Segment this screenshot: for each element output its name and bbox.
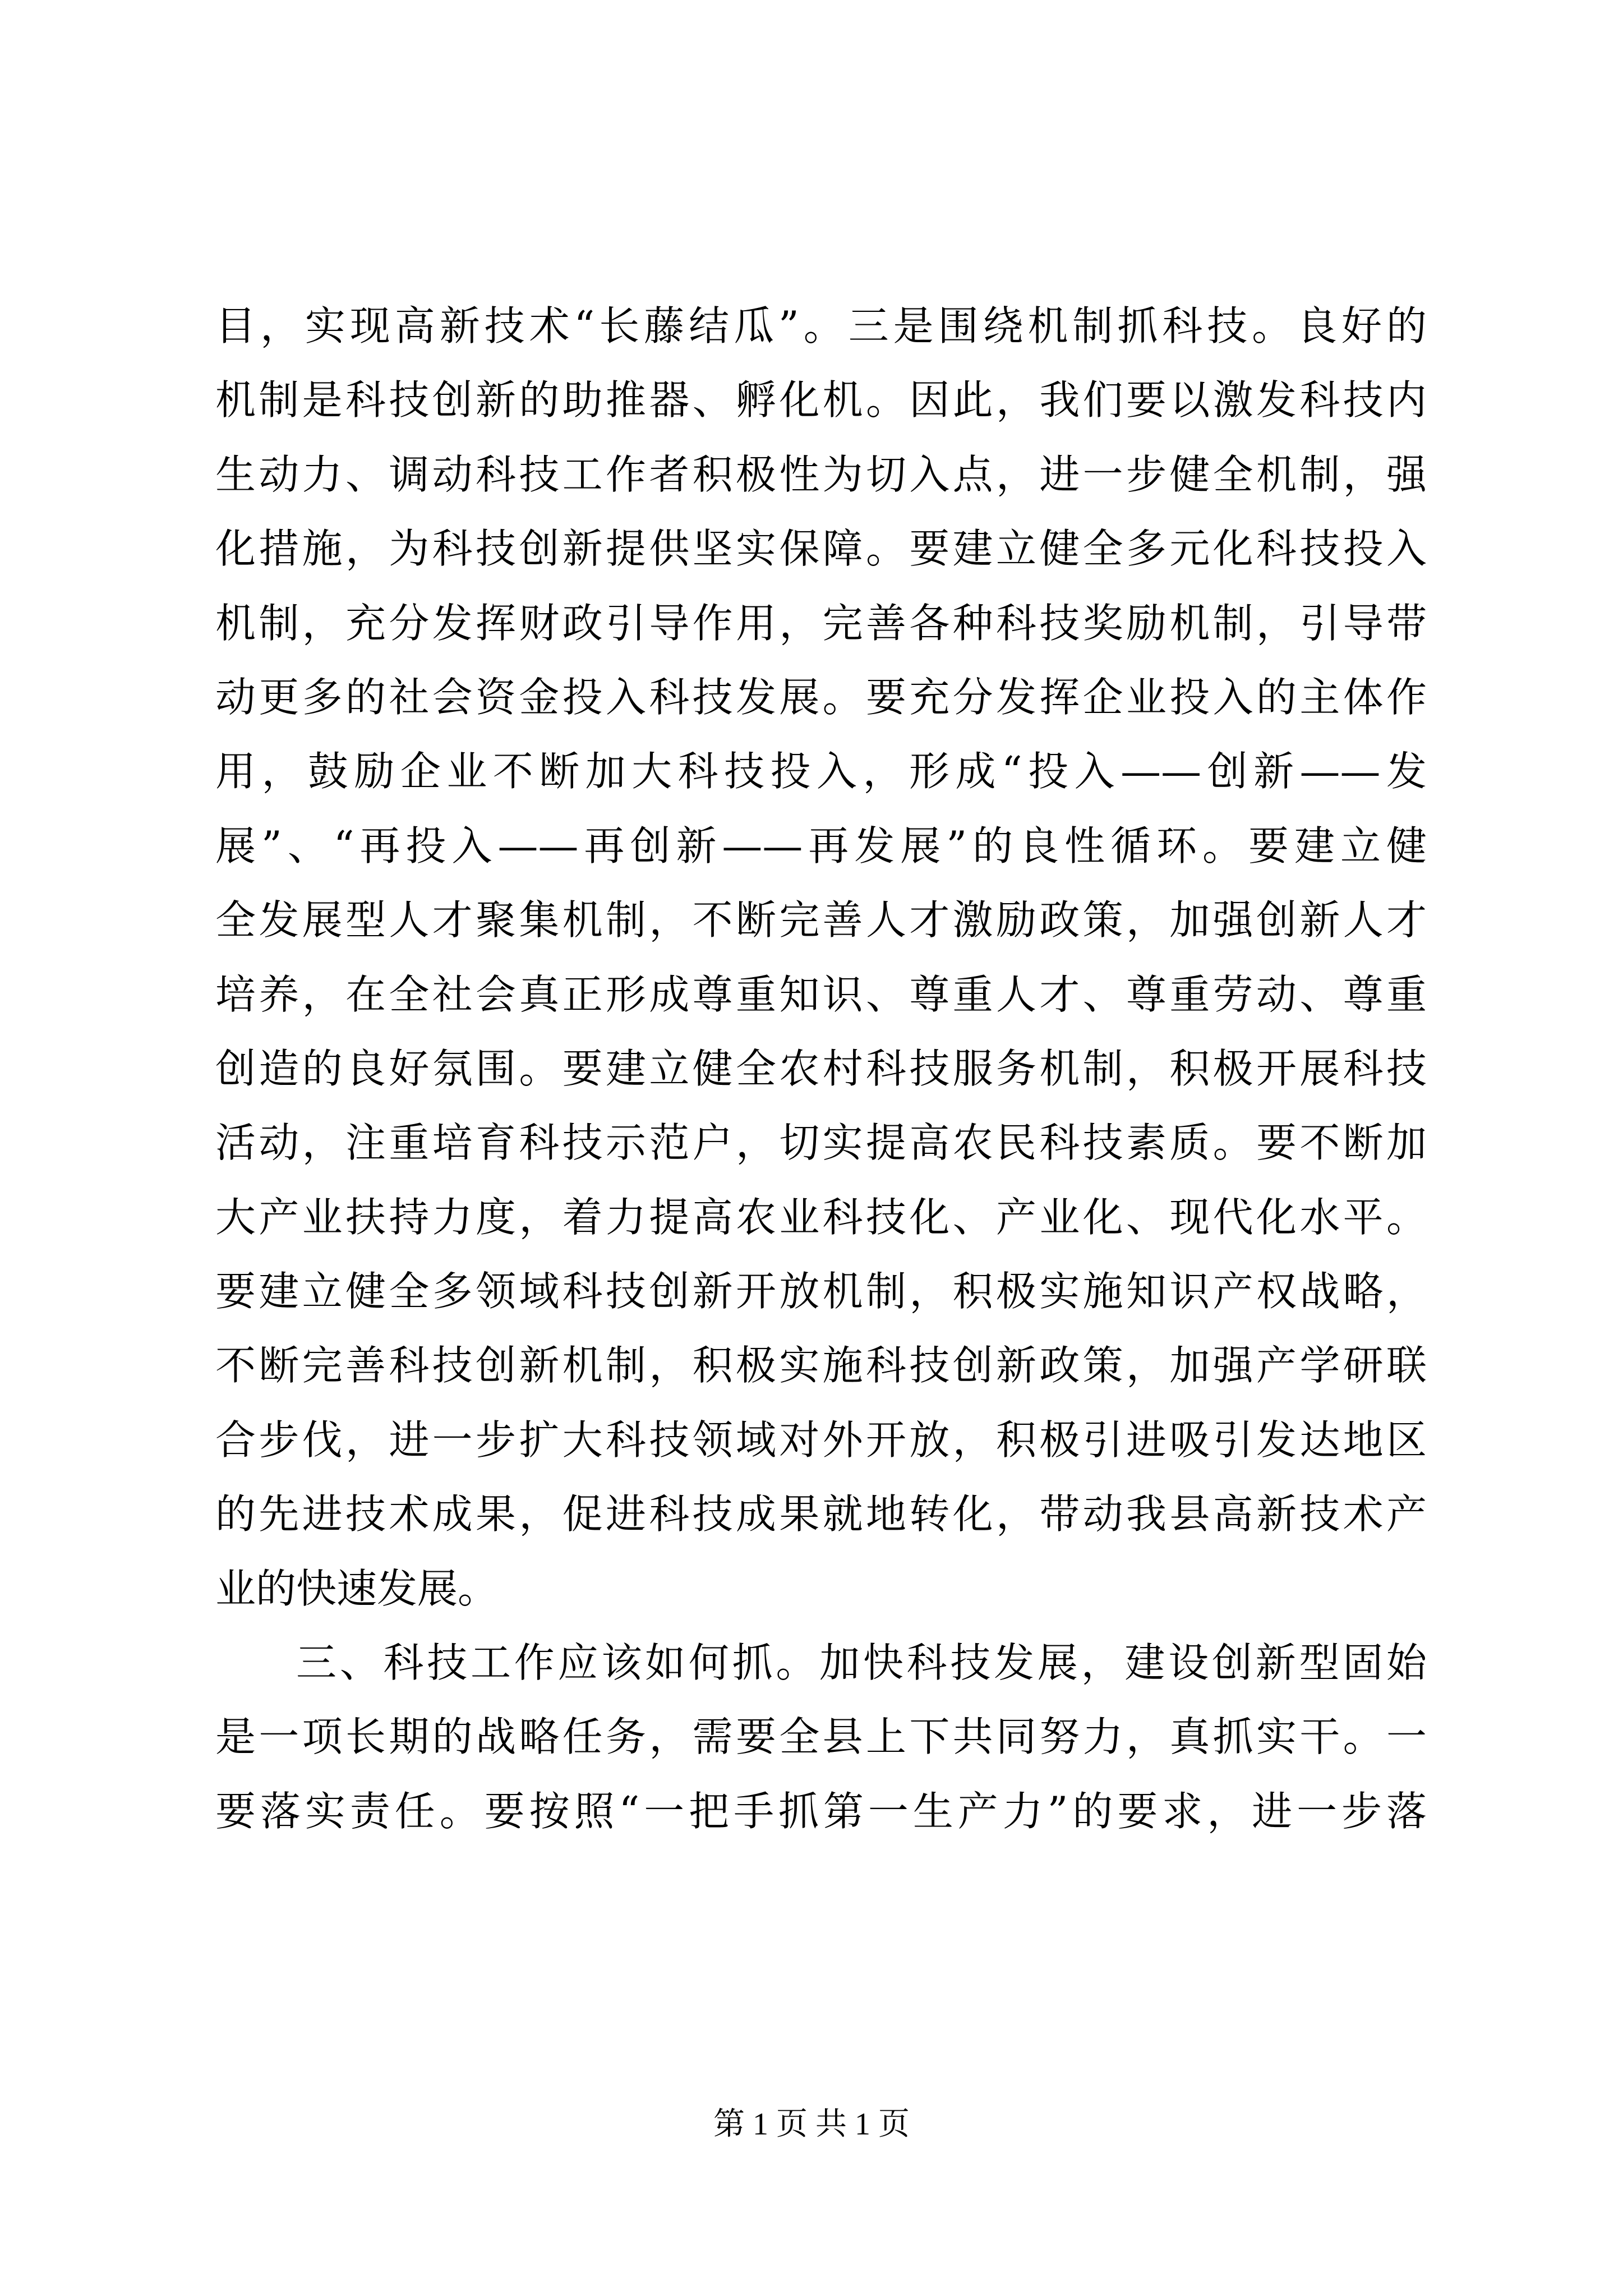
text-line: 是一项长期的战略任务，需要全县上下共同努力，真抓实干。一 xyxy=(215,1713,1427,1761)
text-line: 动更多的社会资金投入科技发展。要充分发挥企业投入的主体作 xyxy=(215,673,1427,721)
text-line: 业的快速发展。 xyxy=(215,1565,499,1612)
text-line: 创造的良好氛围。要建立健全农村科技服务机制，积极开展科技 xyxy=(215,1045,1427,1092)
text-line: 不断完善科技创新机制，积极实施科技创新政策，加强产学研联 xyxy=(215,1342,1427,1389)
text-line: 的先进技术成果，促进科技成果就地转化，带动我县高新技术产 xyxy=(215,1490,1427,1538)
text-line: 化措施，为科技创新提供坚实保障。要建立健全多元化科技投入 xyxy=(215,525,1427,573)
text-line: 要落实责任。要按照“一把手抓第一生产力”的要求，进一步落 xyxy=(215,1787,1427,1835)
text-line: 大产业扶持力度，着力提高农业科技化、产业化、现代化水平。 xyxy=(215,1193,1427,1241)
text-line: 活动，注重培育科技示范户，切实提高农民科技素质。要不断加 xyxy=(215,1119,1427,1167)
text-line: 合步伐，进一步扩大科技领域对外开放，积极引进吸引发达地区 xyxy=(215,1416,1427,1464)
text-line: 机制，充分发挥财政引导作用，完善各种科技奖励机制，引导带 xyxy=(215,599,1427,647)
text-line: 用，鼓励企业不断加大科技投入，形成“投入——创新——发 xyxy=(215,748,1427,795)
text-line: 生动力、调动科技工作者积极性为切入点，进一步健全机制，强 xyxy=(215,450,1427,498)
body-text xyxy=(215,289,1427,1848)
text-line: 培养，在全社会真正形成尊重知识、尊重人才、尊重劳动、尊重 xyxy=(215,970,1427,1018)
text-line: 要建立健全多领域科技创新开放机制，积极实施知识产权战略， xyxy=(215,1268,1427,1315)
text-line: 展”、“再投入——再创新——再发展”的良性循环。要建立健 xyxy=(215,822,1427,869)
text-line: 目，实现高新技术“长藤结瓜”。三是围绕机制抓科技。良好的 xyxy=(215,302,1427,349)
text-line: 机制是科技创新的助推器、孵化机。因此，我们要以激发科技内 xyxy=(215,376,1427,424)
text-line: 全发展型人才聚集机制，不断完善人才激励政策，加强创新人才 xyxy=(215,896,1427,944)
section-heading-line: 三、科技工作应该如何抓。加快科技发展，建设创新型固始 xyxy=(296,1639,1427,1687)
page-footer: 第 1 页 共 1 页 xyxy=(713,2107,910,2142)
